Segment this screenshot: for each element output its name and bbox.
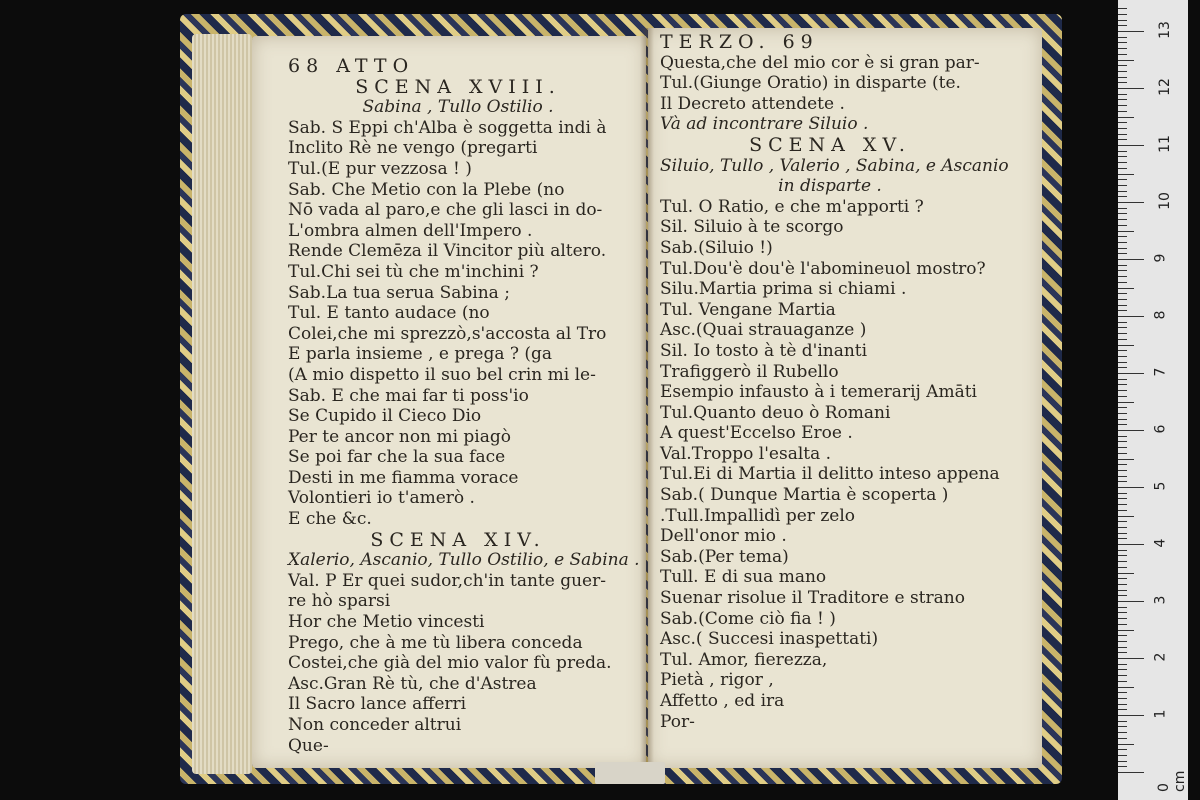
ruler-tick [1118,698,1127,699]
ruler-tick [1118,105,1127,106]
ruler-tick [1118,601,1144,602]
ruler-tick [1118,134,1127,135]
ruler-tick [1118,168,1127,169]
ruler-tick [1118,715,1144,716]
ruler-unit-label: 0 cm [1156,770,1188,792]
ruler-tick [1118,128,1127,129]
ruler-tick [1118,658,1144,659]
ruler-tick [1118,493,1127,494]
left-page-line: Sab. S Eppi ch'Alba è soggetta indi à [288,117,607,138]
right-page-line: Dell'onor mio . [660,526,787,547]
ruler-tick [1118,231,1134,232]
ruler-tick [1118,71,1127,72]
ruler-tick [1118,590,1127,591]
ruler-tick [1118,550,1127,551]
page-edges [192,34,252,774]
left-page-line: re hò sparsi [288,591,391,612]
ruler-tick [1118,65,1127,66]
ruler-tick [1118,242,1127,243]
left-page-line: SCENA XVIII. [355,75,561,98]
ruler-tick [1118,470,1127,471]
left-page-line: Rende Clemēza il Vincitor più altero. [288,241,607,262]
ruler-number: 9 [1152,253,1169,263]
gutter [640,28,654,768]
ruler-tick [1118,407,1127,408]
ruler-tick [1118,447,1127,448]
ruler-tick [1118,510,1127,511]
ruler-tick [1118,174,1134,175]
ruler-tick [1118,396,1127,397]
right-page-line: in disparte . [778,176,882,197]
ruler-tick [1118,669,1127,670]
ruler-tick [1118,265,1127,266]
left-page-line: Tul.(E pur vezzosa ! ) [288,158,472,179]
ruler-number: 10 [1156,192,1173,210]
ruler-tick [1118,293,1127,294]
right-page-line: Tul. O Ratio, e che m'apporti ? [660,196,924,217]
ruler-tick [1118,521,1127,522]
left-page-line: Prego, che à me tù libera conceda [288,632,583,653]
left-page-line: Que- [288,735,329,756]
right-page-line: Sil. Io tosto à tè d'inanti [660,340,868,361]
ruler-tick [1118,624,1127,625]
ruler-tick [1118,538,1127,539]
ruler-tick [1118,618,1127,619]
ruler-tick [1118,288,1134,289]
ruler-tick [1118,77,1127,78]
left-page-line: Asc.Gran Rè tù, che d'Astrea [288,673,537,694]
ruler-tick [1118,726,1127,727]
left-page-line: Xalerio, Ascanio, Tullo Ostilio, e Sabina . [288,550,640,571]
ruler-tick [1118,498,1127,499]
ruler-tick [1118,350,1127,351]
ruler-tick [1118,567,1127,568]
ruler-tick [1118,139,1127,140]
right-page-line: Tul.Ei di Martia il delitto inteso appena [660,464,1000,485]
ruler-tick [1118,82,1127,83]
ruler-tick [1118,162,1127,163]
spine-label [595,762,665,784]
left-page-line: E parla insieme , e prega ? (ga [288,344,553,365]
right-page-line: SCENA XV. [749,133,911,156]
ruler-tick [1118,704,1127,705]
left-page-line: Sabina , Tullo Ostilio . [362,97,554,118]
ruler-tick [1118,544,1144,545]
ruler-tick [1118,516,1134,517]
ruler-tick [1118,578,1127,579]
ruler-tick [1118,276,1127,277]
left-page-line: Val. P Er quei sudor,ch'in tante guer- [288,570,606,591]
ruler-tick [1118,430,1144,431]
right-page-line: Questa,che del mio cor è si gran par- [660,52,980,73]
ruler-tick [1118,612,1127,613]
left-page-line: Colei,che mi sprezzò,s'accosta al Tro [288,323,607,344]
ruler-tick [1118,681,1127,682]
ruler-tick [1118,607,1127,608]
right-page-line: Pietà , rigor , [660,670,774,691]
ruler-tick [1118,99,1127,100]
ruler-tick [1118,647,1127,648]
ruler-tick [1118,487,1144,488]
ruler-tick [1118,236,1127,237]
ruler-tick [1118,584,1127,585]
right-page-line: Tul.(Giunge Oratio) in disparte (te. [660,73,961,94]
ruler-tick [1118,259,1144,260]
ruler-tick [1118,721,1127,722]
ruler-tick [1118,202,1144,203]
right-page-line: Trafiggerò il Rubello [660,361,839,382]
ruler-number: 11 [1156,135,1173,153]
ruler-tick [1118,14,1127,15]
ruler-tick [1118,561,1127,562]
left-page-line: Desti in me fiamma vorace [288,467,519,488]
ruler-tick [1118,248,1127,249]
ruler-tick [1118,117,1134,118]
ruler-tick [1118,111,1127,112]
ruler-tick [1118,362,1127,363]
right-page-line: Tul. Amor, fierezza, [660,649,828,670]
ruler-tick [1118,573,1134,574]
ruler-tick [1118,270,1127,271]
right-page-line: Suenar risolue il Traditore e strano [660,588,965,609]
left-page-line: SCENA XIV. [370,528,546,551]
right-page-line: Val.Troppo l'esalta . [660,443,832,464]
ruler-number: 4 [1152,538,1169,548]
measuring-ruler [1118,0,1188,800]
left-page-line: Costei,che già del mio valor fù preda. [288,653,612,674]
right-page-line: TERZO. 69 [660,31,819,53]
ruler-tick [1118,345,1134,346]
ruler-tick [1118,54,1127,55]
ruler-tick [1118,367,1127,368]
right-page-line: .Tull.Impallidì per zelo [660,505,856,526]
ruler-tick [1118,213,1127,214]
left-page-line: Non conceder altrui [288,715,462,735]
ruler-number: 7 [1152,367,1169,377]
ruler-tick [1118,384,1127,385]
right-page-line: Sil. Siluio à te scorgo [660,217,844,238]
ruler-tick [1118,441,1127,442]
ruler-tick [1118,652,1127,653]
ruler-tick [1118,419,1127,420]
ruler-tick [1118,208,1127,209]
ruler-tick [1118,766,1127,767]
right-page-line: Il Decreto attendete . [660,93,845,114]
ruler-tick [1118,402,1134,403]
ruler-tick [1118,664,1127,665]
left-page-line: Se poi far che la sua face [288,447,506,468]
ruler-number: 3 [1152,595,1169,605]
ruler-tick [1118,761,1127,762]
ruler-tick [1118,42,1127,43]
left-page-line: (A mio dispetto il suo bel crin mi le- [288,364,596,385]
ruler-tick [1118,413,1127,414]
ruler-tick [1118,219,1127,220]
ruler-tick [1118,533,1127,534]
left-page-line: Tul.Chi sei tù che m'inchini ? [288,261,539,282]
ruler-number: 6 [1152,424,1169,434]
ruler-tick [1118,356,1127,357]
left-page-line: L'ombra almen dell'Impero . [288,220,533,241]
ruler-tick [1118,145,1144,146]
ruler-tick [1118,635,1127,636]
right-page-line: Sab.( Dunque Martia è scoperta ) [660,485,949,506]
right-page-line: Affetto , ed ira [660,691,785,711]
ruler-tick [1118,772,1144,773]
ruler-tick [1118,738,1127,739]
ruler-number: 8 [1152,310,1169,320]
ruler-tick [1118,464,1127,465]
ruler-number: 5 [1152,481,1169,491]
ruler-tick [1118,94,1127,95]
left-page-line: 68 ATTO [288,55,415,77]
right-page-line: Esempio infausto à i temerarij Amāti [660,382,977,403]
right-page-line: Por- [660,711,695,732]
right-page-line: A quest'Eccelso Eroe . [660,423,853,444]
right-page-line: Và ad incontrare Siluio . [660,114,869,135]
ruler-tick [1118,333,1127,334]
ruler-tick [1118,196,1127,197]
ruler-tick [1118,37,1127,38]
ruler-tick [1118,692,1127,693]
left-page-line: Il Sacro lance afferri [288,694,467,715]
ruler-tick [1118,305,1127,306]
ruler-tick [1118,316,1144,317]
ruler-tick [1118,379,1127,380]
right-page-line: Tull. E di sua mano [660,567,827,588]
ruler-tick [1118,527,1127,528]
right-page-line: Tul. Vengane Martia [660,299,836,320]
right-page-line: Tul.Dou'è dou'è l'abomineuol mostro? [660,258,986,279]
right-page-line: Asc.(Quai strauaganze ) [660,320,867,341]
ruler-tick [1118,185,1127,186]
ruler-tick [1118,732,1127,733]
ruler-tick [1118,749,1127,750]
right-page-line: Sab.(Come ciò fia ! ) [660,608,836,629]
ruler-tick [1118,179,1127,180]
ruler-tick [1118,476,1127,477]
ruler-tick [1118,687,1134,688]
ruler-tick [1118,504,1127,505]
ruler-tick [1118,282,1127,283]
ruler-tick [1118,25,1127,26]
left-page-line: Hor che Metio vincesti [288,612,485,633]
ruler-number: 13 [1156,21,1173,39]
ruler-tick [1118,156,1127,157]
ruler-number: 12 [1156,78,1173,96]
ruler-tick [1118,310,1127,311]
ruler-tick [1118,436,1127,437]
ruler-tick [1118,459,1134,460]
ruler-tick [1118,744,1134,745]
left-page-line: Sab. E che mai far ti poss'io [288,385,529,406]
right-page-line: Sab.(Per tema) [660,546,789,567]
left-page-line: Inclito Rè ne vengo (pregarti [288,138,538,159]
ruler-tick [1118,641,1127,642]
left-page-line: Per te ancor non mi piagò [288,426,512,447]
ruler-tick [1118,299,1127,300]
left-page-line: Tul. E tanto audace (no [288,303,490,324]
ruler-tick [1118,322,1127,323]
ruler-tick [1118,424,1127,425]
right-page-line: Tul.Quanto deuo ò Romani [660,402,891,423]
right-page-line: Silu.Martia prima si chiami . [660,279,907,300]
ruler-tick [1118,48,1127,49]
left-page-line: Se Cupido il Cieco Dio [288,406,482,427]
ruler-tick [1118,481,1127,482]
ruler-tick [1118,88,1144,89]
ruler-tick [1118,339,1127,340]
ruler-tick [1118,253,1127,254]
left-page-text [288,55,640,756]
ruler-tick [1118,327,1127,328]
ruler-tick [1118,151,1127,152]
left-page-line: E che &c. [288,509,372,530]
ruler-tick [1118,675,1127,676]
left-page-line: Nō vada al paro,e che gli lasci in do- [288,200,603,221]
ruler-tick [1118,373,1144,374]
ruler-tick [1118,20,1127,21]
right-page-line: Asc.( Succesi inaspettati) [660,629,879,650]
ruler-tick [1118,122,1127,123]
ruler-number: 2 [1152,652,1169,662]
ruler-tick [1118,191,1127,192]
ruler-tick [1118,709,1127,710]
ruler-tick [1118,453,1127,454]
ruler-tick [1118,60,1134,61]
ruler-tick [1118,630,1134,631]
right-page-line: Sab.(Siluio !) [660,237,773,258]
right-page-line: Siluio, Tullo , Valerio , Sabina, e Ascanio [660,155,1009,176]
ruler-tick [1118,755,1127,756]
left-page-line: Sab.La tua serua Sabina ; [288,282,510,303]
left-page-line: Volontieri io t'amerò . [288,488,475,509]
ruler-tick [1118,8,1127,9]
ruler-tick [1118,555,1127,556]
ruler-tick [1118,390,1127,391]
ruler-number: 1 [1152,709,1169,719]
ruler-tick [1118,595,1127,596]
ruler-tick [1118,31,1144,32]
right-page-text [660,31,1009,732]
ruler-tick [1118,225,1127,226]
left-page-line: Sab. Che Metio con la Plebe (no [288,179,565,200]
